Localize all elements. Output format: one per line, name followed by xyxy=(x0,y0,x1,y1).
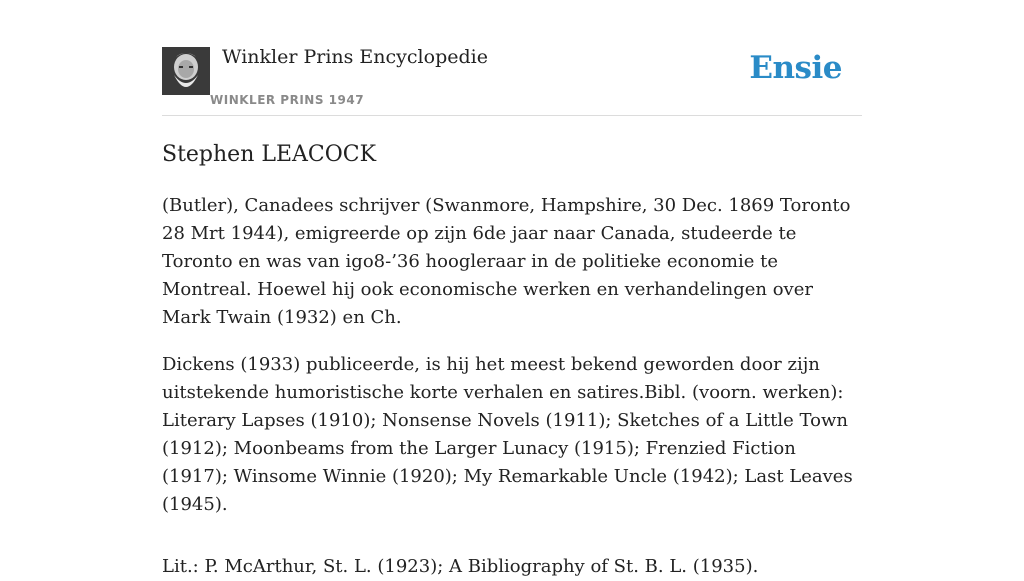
article-paragraph-1: (Butler), Canadees schrijver (Swanmore, Hampshire, 30 Dec. 1869 Toronto 28 Mrt 1944), emigreerde op zijn 6de jaar naar Canada, studeerde te Toronto en was van igo8-’36 hoogleraar in de politieke economie te Montreal. Hoewel hij ook economische werken en verhandelingen over Mark Twain (1932) en Ch. xyxy=(162,195,851,328)
article-paragraph-3: Lit.: P. McArthur, St. L. (1923); A Bibliography of St. B. L. (1935). xyxy=(162,556,759,577)
source-header xyxy=(162,40,862,116)
portrait-icon xyxy=(162,47,210,95)
brand-logo[interactable]: Ensie xyxy=(749,50,842,86)
source-avatar[interactable] xyxy=(162,47,210,95)
article-paragraph-2: Dickens (1933) publiceerde, is hij het meest bekend geworden door zijn uitstekende humoristische korte verhalen en satires.Bibl. (voorn. werken): Literary Lapses (1910); Nonsense Novels (1911); Sketches of a Little Town (1912); Moonbeams from the Larger Lunacy (1915); Frenzied Fiction (1917); Winsome Winnie (1920); My Remarkable Uncle (1942); Last Leaves (1945). xyxy=(162,354,853,515)
article-title: Stephen LEACOCK xyxy=(162,142,377,167)
source-title[interactable]: Winkler Prins Encyclopedie xyxy=(222,46,488,68)
source-subtitle[interactable]: WINKLER PRINS 1947 xyxy=(210,93,365,107)
article xyxy=(162,139,862,581)
